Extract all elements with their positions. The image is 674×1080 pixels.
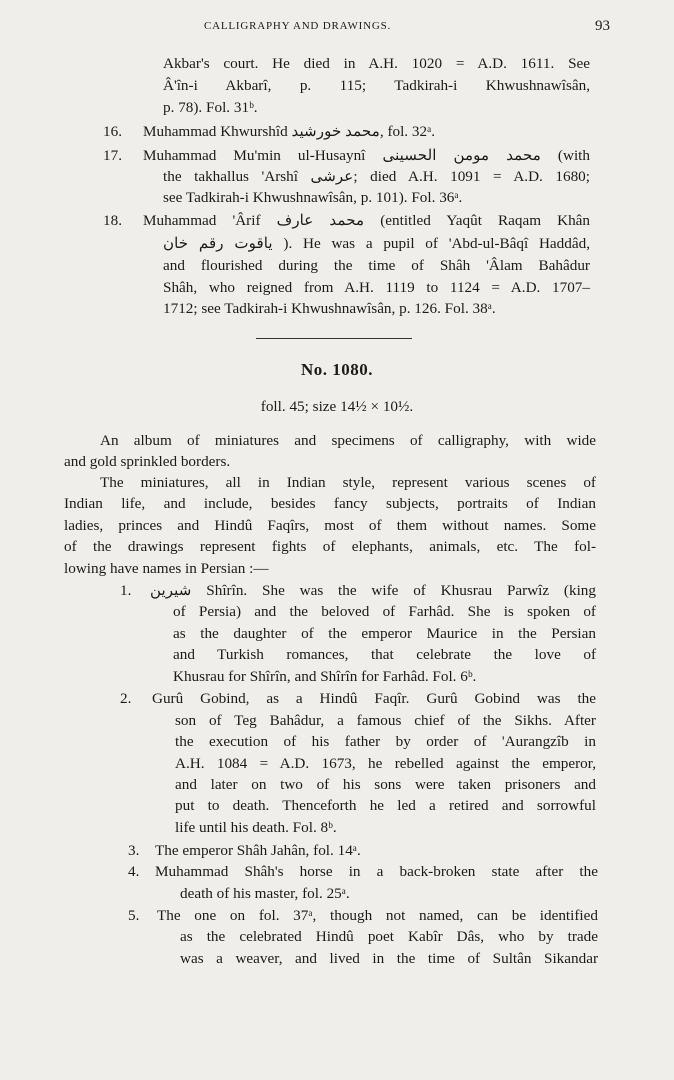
text-line: put to death. Thenceforth he led a retired and sorrowful	[175, 797, 596, 814]
text-line: Muhammad Shâh's horse in a back-broken state after the	[155, 863, 598, 880]
text-line: An album of miniatures and specimens of calligraphy, with wide	[100, 432, 596, 449]
text-line: son of Teg Bahâdur, a famous chief of the Sikhs. After	[175, 712, 596, 729]
text-line: see Tadkirah-i Khwushnawîsân, p. 101). Fol. 36ᵃ.	[163, 189, 463, 206]
text-line: Â'în-i Akbarî, p. 115; Tadkirah-i Khwushnawîsân,	[163, 77, 590, 94]
item-number: 5.	[128, 907, 140, 924]
running-head	[64, 18, 610, 40]
text-line: The one on fol. 37ᵃ, though not named, can be identified	[157, 907, 598, 924]
text-line: life until his death. Fol. 8ᵇ.	[175, 819, 337, 836]
item-number: 2.	[120, 690, 132, 707]
text-line: Muhammad 'Ârif محمد عارف (entitled Yaqût Raqam Khân	[143, 212, 590, 229]
text-line: The miniatures, all in Indian style, represent various scenes of	[100, 474, 596, 491]
text-line: یاقوت رقم خان ). He was a pupil of 'Abd-ul-Bâqî Haddâd,	[163, 235, 590, 252]
entry-number: 17.	[103, 147, 122, 164]
text-line: lowing have names in Persian :—	[64, 560, 269, 577]
entry-number: 18.	[103, 212, 122, 229]
text-line: as the daughter of the emperor Maurice in the Persian	[173, 625, 596, 642]
text-line: the takhallus 'Arshî عرشی; died A.H. 1091 = A.D. 1680;	[163, 168, 590, 185]
entry-number: 16.	[103, 123, 122, 140]
text-line: and Turkish romances, that celebrate the love of	[173, 646, 596, 663]
page-number: 93	[595, 18, 610, 34]
text-line: of Persia) and the beloved of Farhâd. She is spoken of	[173, 603, 596, 620]
text-line: death of his master, fol. 25ᵃ.	[180, 885, 350, 902]
text-line: was a weaver, and lived in the time of Sultân Sikandar	[180, 950, 598, 967]
text-line: and gold sprinkled borders.	[64, 453, 231, 470]
text-line: 1712; see Tadkirah-i Khwushnawîsân, p. 126. Fol. 38ᵃ.	[163, 300, 496, 317]
text-line: ladies, princes and Hindû Faqîrs, most of them without names. Some	[64, 517, 596, 534]
text-line: Muhammad Mu'min ul-Husaynî محمد مومن الحسینی (with	[143, 147, 590, 164]
section-heading: No. 1080.	[300, 360, 374, 379]
text-line: Akbar's court. He died in A.H. 1020 = A.D. 1611. See	[163, 55, 590, 72]
section-divider	[256, 338, 412, 339]
text-line: the execution of his father by order of 'Aurangzîb in	[175, 733, 596, 750]
running-head-title: CALLIGRAPHY AND DRAWINGS.	[204, 20, 392, 32]
text-line: of the drawings represent fights of elephants, animals, etc. The fol-	[64, 538, 596, 555]
text-line: Khusrau for Shîrîn, and Shîrîn for Farhâd. Fol. 6ᵇ.	[173, 668, 477, 685]
text-line: Gurû Gobind, as a Hindû Faqîr. Gurû Gobind was the	[152, 690, 596, 707]
item-number: 1.	[120, 582, 132, 599]
item-number: 4.	[128, 863, 140, 880]
text-line: A.H. 1084 = A.D. 1673, he rebelled against the emperor,	[175, 755, 596, 772]
text-line: Indian life, and include, besides fancy subjects, portraits of Indian	[64, 495, 596, 512]
text-line: p. 78). Fol. 31ᵇ.	[163, 99, 258, 116]
text-line: The emperor Shâh Jahân, fol. 14ᵃ.	[155, 842, 361, 859]
text-line: شیرین Shîrîn. She was the wife of Khusrau Parwîz (king	[150, 582, 596, 599]
foll-size-line: foll. 45; size 14½ × 10½.	[260, 398, 414, 415]
text-line: and flourished during the time of Shâh 'Âlam Bahâdur	[163, 257, 590, 274]
text-line: and later on two of his sons were taken prisoners and	[175, 776, 596, 793]
item-number: 3.	[128, 842, 140, 859]
text-line: Shâh, who reigned from A.H. 1119 to 1124 = A.D. 1707–	[163, 279, 590, 296]
text-line: Muhammad Khwurshîd محمد خورشید, fol. 32ᵃ.	[143, 123, 436, 140]
text-line: as the celebrated Hindû poet Kabîr Dâs, who by trade	[180, 928, 598, 945]
